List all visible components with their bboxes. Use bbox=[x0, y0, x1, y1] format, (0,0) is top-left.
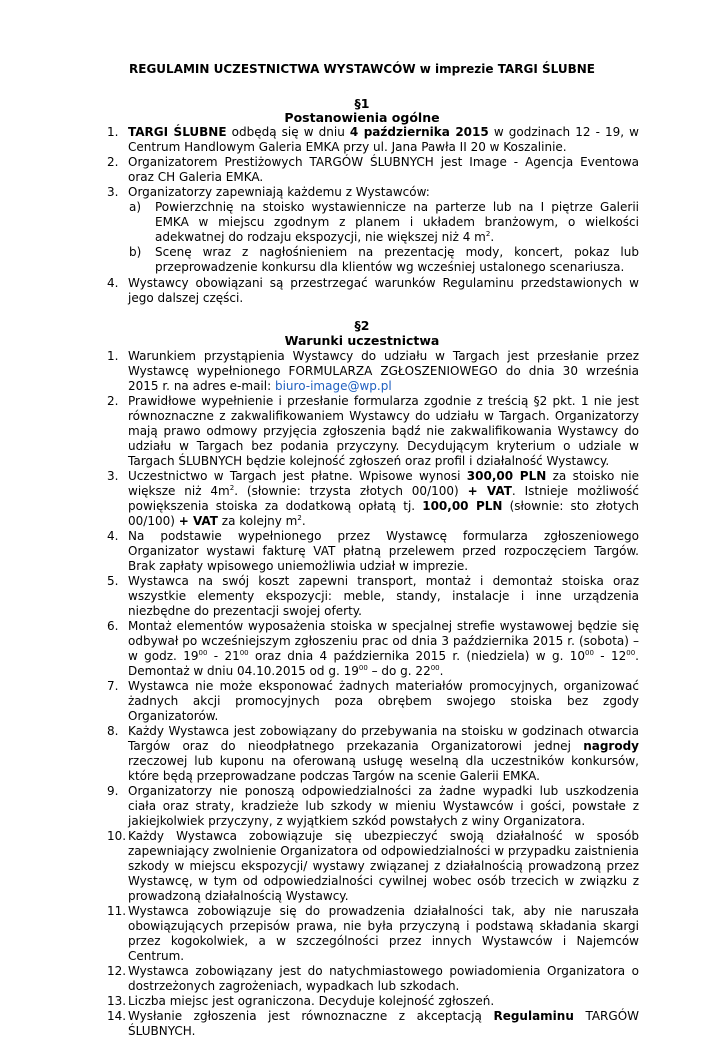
list-item: 6. Montaż elementów wyposażenia stoiska w specjalnej strefie wystawowej będzie się odbywał po wcześniejszym zgłoszeniu prac od dnia 3 października 2015 r. (sobota) – w godz. $19^{00} - 21^{00}$ oraz dnia 4 października 2015 r. (niedziela) w g. $10^{00} - 12^{00}$. Demontaż w dniu 04.10.2015 od g. $19^{00}$ – do g. $22^{00}$. bbox=[107, 619, 639, 678]
list-item: 4. Wystawcy obowiązani są przestrzegać warunków Regulaminu przedstawionych w jego dalszej części. bbox=[107, 276, 639, 305]
event-date: 4 października 2015 bbox=[349, 125, 489, 139]
list-item: 12. Wystawca zobowiązany jest do natychmiastowego powiadomienia Organizatora o dostrzeżonych zagrożeniach, wypadkach lub szkodach. bbox=[107, 964, 639, 993]
sub-list-item: a) Powierzchnię na stoisko wystawiennicze na parterze lub na I piętrze Galerii EMKA w miejscu zgodnym z planem i układem branżowym, o wielkości adekwatnej do rodzaju ekspozycji, nie większej niż 4 $m^2$. bbox=[129, 200, 639, 244]
list-item: 1. Warunkiem przystąpienia Wystawcy do udziału w Targach jest przesłanie przez Wystawcę wypełnionego FORMULARZA ZGŁOSZENIOWEGO do dnia 30 września 2015 r. na adres e-mail: biuro-image@wp.pl bbox=[107, 349, 639, 393]
section-1-list bbox=[107, 125, 639, 306]
section-1-number: §1 bbox=[354, 96, 370, 111]
section-2-list bbox=[107, 349, 639, 1039]
section-1-heading: Postanowienia ogólne bbox=[284, 110, 440, 125]
section-2-number: §2 bbox=[354, 318, 370, 333]
sub-list-item: b) Scenę wraz z nagłośnieniem na prezentację mody, koncert, pokaz lub przeprowadzenie konkursu dla klientów wg wcześniej ustalonego scenariusza. bbox=[129, 245, 639, 274]
list-item: 10. Każdy Wystawca zobowiązuje się ubezpieczyć swoją działalność w sposób zapewniający zwolnienie Organizatora od odpowiedzialności w przypadku zaistnienia szkody w miejscu ekspozycji/ wystawy związanej z działalnością prowadzoną przez Wystawcę, w tym od odpowiedzialności cywilnej wobec osób trzecich w związku z prowadzoną działalnością Wystawcy. bbox=[107, 829, 639, 903]
list-item: 11. Wystawca zobowiązuje się do prowadzenia działalności tak, aby nie naruszała obowiązujących przepisów prawa, nie była przyczyną i podstawą składania skargi przez kogokolwiek, a w szczególności przez innych Wystawców i Najemców Centrum. bbox=[107, 904, 639, 963]
list-item: 5. Wystawca na swój koszt zapewni transport, montaż i demontaż stoiska oraz wszystkie elementy ekspozycji: meble, standy, instalacje i inne urządzenia niezbędne do prezentacji swojej oferty. bbox=[107, 574, 639, 618]
list-item: 4. Na podstawie wypełnionego przez Wystawcę formularza zgłoszeniowego Organizator wystawi fakturę VAT płatną przelewem przed rozpoczęciem Targów. Brak zapłaty wpisowego uniemożliwia udział w imprezie. bbox=[107, 529, 639, 573]
list-item: 14. Wysłanie zgłoszenia jest równoznaczne z akceptacją Regulaminu TARGÓW ŚLUBNYCH. bbox=[107, 1009, 639, 1038]
list-item: 2. Organizatorem Prestiżowych TARGÓW ŚLUBNYCH jest Image - Agencja Eventowa oraz CH Galeria EMKA. bbox=[107, 155, 639, 184]
list-item: 1. TARGI ŚLUBNE odbędą się w dniu 4 października 2015 w godzinach 12 - 19, w Centrum Handlowym Galeria EMKA przy ul. Jana Pawła II 20 w Koszalinie. bbox=[107, 125, 639, 154]
document-title: REGULAMIN UCZESTNICTWA WYSTAWCÓW w imprezie TARGI ŚLUBNE bbox=[129, 62, 595, 76]
list-item: 3. Uczestnictwo w Targach jest płatne. Wpisowe wynosi 300,00 PLN za stoisko nie większe niż $4m^2$. (słownie: trzysta złotych 00/100) + VAT. Istnieje możliwość powiększenia stoiska za dodatkową opłatą tj. 100,00 PLN (słownie: sto złotych 00/100) + VAT za kolejny $m^2$. bbox=[107, 469, 640, 528]
list-item: 8. Każdy Wystawca jest zobowiązany do przebywania na stoisku w godzinach otwarcia Targów oraz do nieodpłatnego przekazania Organizatorowi jednej nagrody rzeczowej lub kuponu na oferowaną usługę weselną dla uczestników konkursów, które będą przeprowadzane podczas Targów na scenie Galerii EMKA. bbox=[107, 724, 639, 783]
list-item: 3. Organizatorzy zapewniają każdemu z Wystawców: a) Powierzchnię na stoisko wystawiennicze na parterze lub na I piętrze Galerii EMKA w miejscu zgodnym z planem i układem branżowym, o wielkości adekwatnej do rodzaju ekspozycji, nie większej niż 4 $m^2$. b) Scenę wraz z nagłośnieniem na prezentację mody, koncert, pokaz lub przeprowadzenie konkursu dla klientów wg wcześniej ustalonego scenariusza. bbox=[107, 185, 639, 274]
email-link[interactable]: biuro-image@wp.pl bbox=[274, 379, 392, 393]
list-item: 2. Prawidłowe wypełnienie i przesłanie formularza zgodnie z treścią §2 pkt. 1 nie jest równoznaczne z zakwalifikowaniem Wystawcy do udziału w Targach. Organizatorzy mają prawo odmowy przyjęcia zgłoszenia bądź nie zakwalifikowania Wystawcy do udziału w Targach bez podania przyczyny. Decydującym kryterium o udziale w Targach ŚLUBNYCH będzie kolejność zgłoszeń oraz profil i działalność Wystawcy. bbox=[107, 394, 639, 468]
sub-list bbox=[128, 200, 639, 275]
section-2-heading: Warunki uczestnictwa bbox=[284, 333, 440, 348]
list-item: 9. Organizatorzy nie ponoszą odpowiedzialności za żadne wypadki lub uszkodzenia ciała oraz straty, kradzieże lub szkody w mieniu Wystawców i gości, powstałe z jakiejkolwiek przyczyny, z wyjątkiem szkód powstałych z winy Organizatora. bbox=[107, 784, 639, 828]
event-name: TARGI ŚLUBNE bbox=[128, 125, 227, 139]
list-item: 13. Liczba miejsc jest ograniczona. Decyduje kolejność zgłoszeń. bbox=[107, 994, 495, 1008]
list-item: 7. Wystawca nie może eksponować żadnych materiałów promocyjnych, organizować żadnych akcji promocyjnych poza obrębem swojego stoiska bez zgody Organizatorów. bbox=[107, 679, 639, 723]
